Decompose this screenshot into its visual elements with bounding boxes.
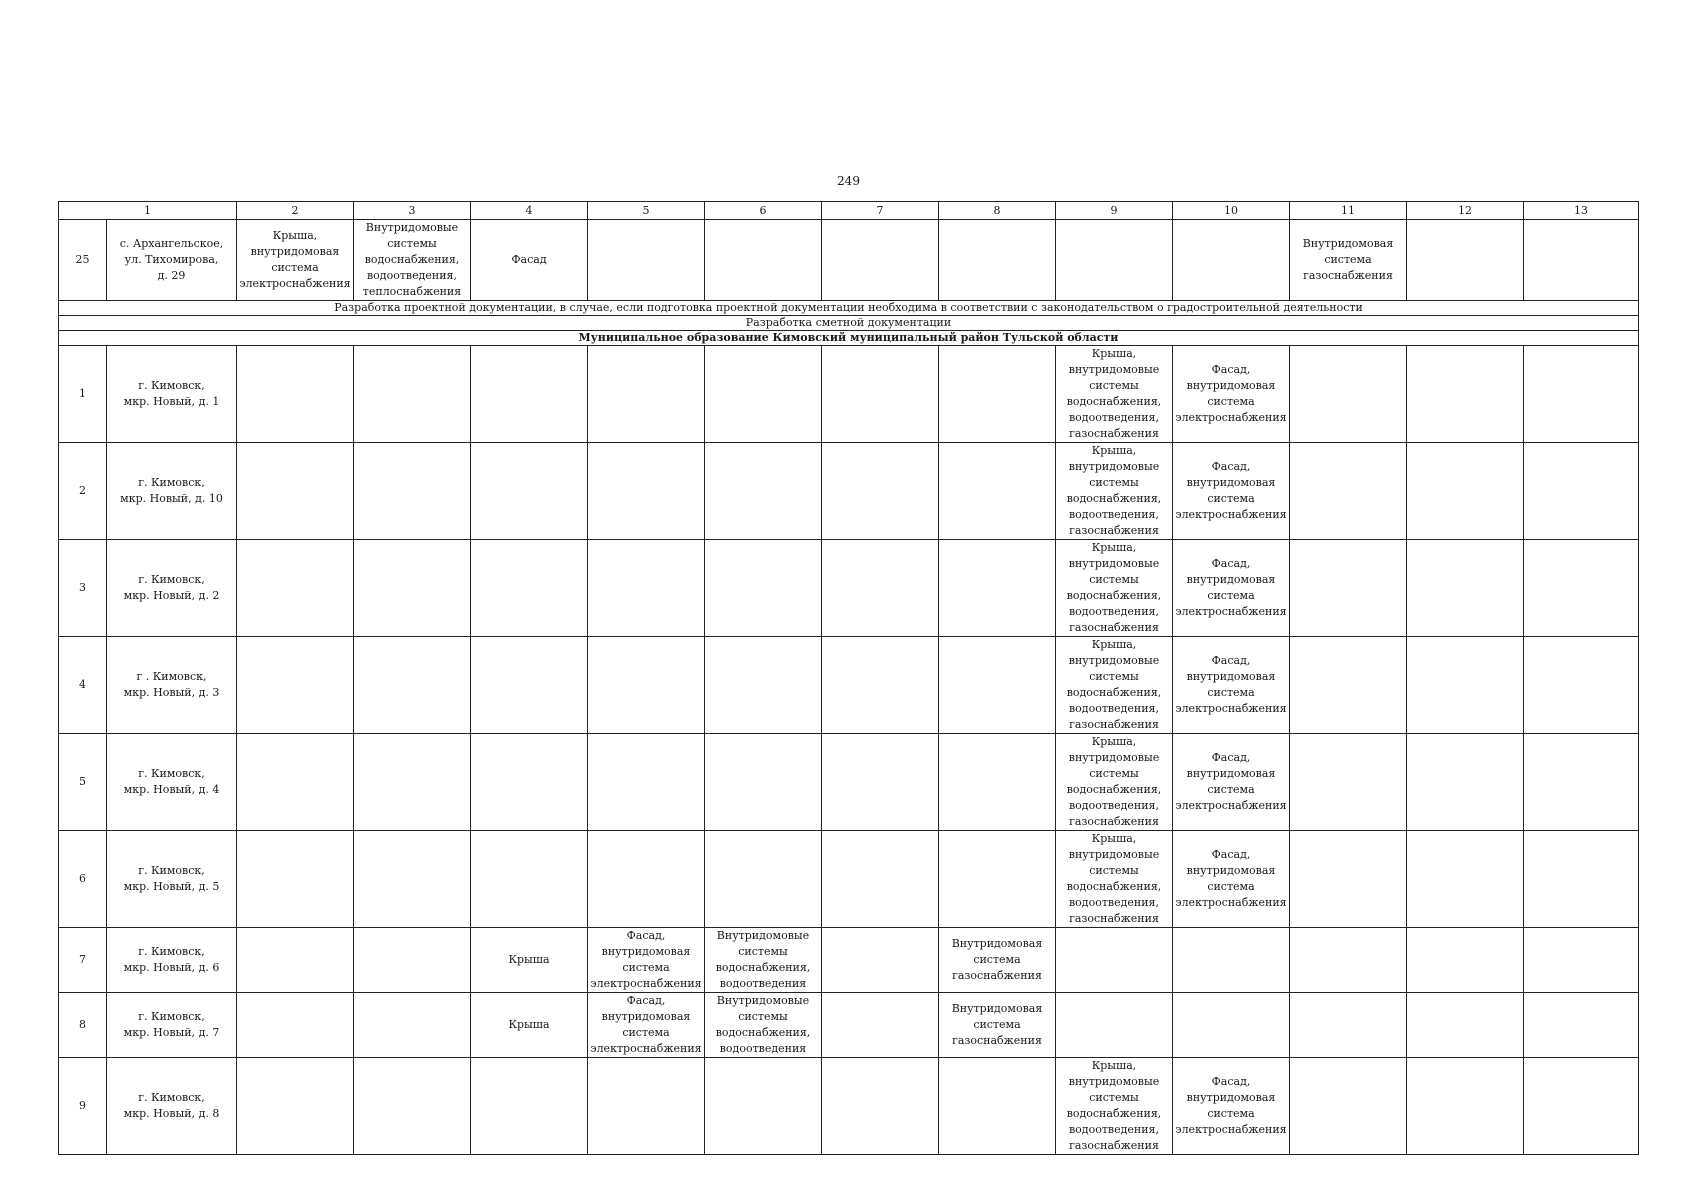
- table-cell: [822, 831, 939, 928]
- row-number: 1: [59, 346, 107, 443]
- table-cell: [1290, 540, 1407, 637]
- table-cell: Крыша, внутридомовые системы водоснабжения, водоотведения, газоснабжения: [1056, 831, 1173, 928]
- table-cell: [588, 831, 705, 928]
- row-address: г. Кимовск, мкр. Новый, д. 5: [107, 831, 237, 928]
- table-cell: [471, 734, 588, 831]
- table-cell: [588, 346, 705, 443]
- table-cell: [354, 831, 471, 928]
- table-row: [59, 220, 1639, 301]
- row-number: 9: [59, 1058, 107, 1155]
- table-cell: [354, 540, 471, 637]
- row-number: 2: [59, 443, 107, 540]
- table-cell: [1524, 993, 1639, 1058]
- table-cell: [354, 928, 471, 993]
- table-cell: [939, 1058, 1056, 1155]
- table-cell: [1407, 346, 1524, 443]
- section-heading-municipality: Муниципальное образование Кимовский муниципальный район Тульской области: [59, 331, 1639, 346]
- table-cell: [822, 346, 939, 443]
- table-cell: [705, 220, 822, 301]
- section-heading-design-docs-row: [59, 301, 1639, 316]
- table-row: [59, 993, 1639, 1058]
- table-cell: Крыша, внутридомовые системы водоснабжения, водоотведения, газоснабжения: [1056, 637, 1173, 734]
- table-cell: Фасад, внутридомовая система электроснабжения: [588, 928, 705, 993]
- table-cell: [822, 637, 939, 734]
- column-header: 7: [822, 202, 939, 220]
- table-cell: [939, 443, 1056, 540]
- table-row: [59, 637, 1639, 734]
- table-cell: [1524, 346, 1639, 443]
- table-cell: [1524, 220, 1639, 301]
- table-cell: [588, 443, 705, 540]
- column-header: 5: [588, 202, 705, 220]
- table-cell: [939, 540, 1056, 637]
- column-header: 13: [1524, 202, 1639, 220]
- table-cell: [237, 928, 354, 993]
- table-cell: [705, 831, 822, 928]
- table-cell: [588, 734, 705, 831]
- table-cell: Крыша, внутридомовые системы водоснабжения, водоотведения, газоснабжения: [1056, 346, 1173, 443]
- table-cell: [939, 346, 1056, 443]
- table-cell: Крыша, внутридомовые системы водоснабжения, водоотведения, газоснабжения: [1056, 540, 1173, 637]
- column-header: 3: [354, 202, 471, 220]
- table-cell: [1290, 993, 1407, 1058]
- table-row: [59, 346, 1639, 443]
- table-cell: [705, 540, 822, 637]
- column-header: 12: [1407, 202, 1524, 220]
- table-cell: [354, 993, 471, 1058]
- table-cell: Внутридомовые системы водоснабжения, водоотведения: [705, 928, 822, 993]
- table-cell: [1524, 734, 1639, 831]
- table-cell: [1407, 220, 1524, 301]
- table-cell: [1524, 540, 1639, 637]
- table-cell: [822, 734, 939, 831]
- table-cell: [237, 1058, 354, 1155]
- table-cell: [1056, 928, 1173, 993]
- table-cell: [1407, 993, 1524, 1058]
- table-cell: Фасад, внутридомовая система электроснабжения: [1173, 637, 1290, 734]
- table-cell: [1056, 220, 1173, 301]
- table-cell: [1290, 346, 1407, 443]
- table-row: [59, 928, 1639, 993]
- table-cell: [1407, 443, 1524, 540]
- table-cell: [237, 443, 354, 540]
- table-cell: [1407, 1058, 1524, 1155]
- table-row: [59, 734, 1639, 831]
- column-header: 8: [939, 202, 1056, 220]
- column-header: 1: [59, 202, 237, 220]
- table-cell: [588, 220, 705, 301]
- table-cell: [471, 637, 588, 734]
- repair-schedule-table: [58, 201, 1639, 1155]
- table-cell: [1407, 928, 1524, 993]
- table-cell: [705, 637, 822, 734]
- table-cell: [354, 346, 471, 443]
- section-heading-estimate-docs-row: [59, 316, 1639, 331]
- table-cell: [1290, 831, 1407, 928]
- table-cell: [1173, 928, 1290, 993]
- table-cell: [237, 993, 354, 1058]
- row-number: 25: [59, 220, 107, 301]
- row-address: с. Архангельское, ул. Тихомирова, д. 29: [107, 220, 237, 301]
- table-cell: [1290, 928, 1407, 993]
- table-cell: [354, 734, 471, 831]
- table-cell: [471, 540, 588, 637]
- table-cell: [1524, 928, 1639, 993]
- table-cell: [1173, 993, 1290, 1058]
- table-cell: Крыша, внутридомовая система электроснабжения: [237, 220, 354, 301]
- row-address: г. Кимовск, мкр. Новый, д. 4: [107, 734, 237, 831]
- table-cell: [822, 928, 939, 993]
- table-cell: Крыша: [471, 928, 588, 993]
- row-number: 3: [59, 540, 107, 637]
- table-cell: Фасад, внутридомовая система электроснабжения: [1173, 540, 1290, 637]
- section-heading-design-docs: Разработка проектной документации, в случае, если подготовка проектной документации необходима в соответствии с законодательством о градостроительной деятельности: [59, 301, 1639, 316]
- table-cell: [588, 1058, 705, 1155]
- table-cell: Фасад, внутридомовая система электроснабжения: [1173, 831, 1290, 928]
- table-cell: [237, 346, 354, 443]
- table-cell: [588, 540, 705, 637]
- table-cell: [939, 831, 1056, 928]
- table-row: [59, 831, 1639, 928]
- table-cell: [705, 443, 822, 540]
- section-heading-estimate-docs: Разработка сметной документации: [59, 316, 1639, 331]
- table-cell: Фасад: [471, 220, 588, 301]
- row-number: 8: [59, 993, 107, 1058]
- table-cell: [822, 540, 939, 637]
- row-number: 6: [59, 831, 107, 928]
- row-number: 7: [59, 928, 107, 993]
- table-cell: Фасад, внутридомовая система электроснабжения: [1173, 443, 1290, 540]
- table-cell: [939, 734, 1056, 831]
- column-header: 9: [1056, 202, 1173, 220]
- row-address: г. Кимовск, мкр. Новый, д. 8: [107, 1058, 237, 1155]
- table-cell: [1524, 443, 1639, 540]
- table-cell: [1290, 443, 1407, 540]
- row-number: 4: [59, 637, 107, 734]
- table-cell: [1407, 831, 1524, 928]
- table-cell: Внутридомовые системы водоснабжения, водоотведения: [705, 993, 822, 1058]
- table-cell: [822, 1058, 939, 1155]
- table-cell: [1290, 734, 1407, 831]
- row-address: г . Кимовск, мкр. Новый, д. 3: [107, 637, 237, 734]
- table-cell: [237, 734, 354, 831]
- table-cell: [1524, 1058, 1639, 1155]
- column-header: 11: [1290, 202, 1407, 220]
- table-cell: [354, 1058, 471, 1155]
- table-cell: [354, 443, 471, 540]
- table-cell: Крыша, внутридомовые системы водоснабжения, водоотведения, газоснабжения: [1056, 443, 1173, 540]
- table-cell: [1407, 540, 1524, 637]
- page-number: 249: [837, 174, 860, 188]
- table-cell: Фасад, внутридомовая система электроснабжения: [1173, 1058, 1290, 1155]
- row-address: г. Кимовск, мкр. Новый, д. 2: [107, 540, 237, 637]
- section-heading-municipality-row: [59, 331, 1639, 346]
- table-cell: Внутридомовая система газоснабжения: [1290, 220, 1407, 301]
- table-cell: [1524, 637, 1639, 734]
- table-cell: Внутридомовая система газоснабжения: [939, 928, 1056, 993]
- row-number: 5: [59, 734, 107, 831]
- table-cell: [237, 831, 354, 928]
- table-cell: [822, 220, 939, 301]
- table-cell: Внутридомовые системы водоснабжения, водоотведения, теплоснабжения: [354, 220, 471, 301]
- table-cell: [1056, 993, 1173, 1058]
- table-cell: Крыша, внутридомовые системы водоснабжения, водоотведения, газоснабжения: [1056, 734, 1173, 831]
- table-cell: [1407, 734, 1524, 831]
- table-cell: [822, 993, 939, 1058]
- table-cell: [237, 637, 354, 734]
- table-cell: [1524, 831, 1639, 928]
- column-header-row: [59, 202, 1639, 220]
- table-row: [59, 1058, 1639, 1155]
- table-cell: [705, 1058, 822, 1155]
- table-cell: [939, 637, 1056, 734]
- column-header: 4: [471, 202, 588, 220]
- column-header: 2: [237, 202, 354, 220]
- table-body: [59, 202, 1639, 1155]
- table-cell: [939, 220, 1056, 301]
- row-address: г. Кимовск, мкр. Новый, д. 10: [107, 443, 237, 540]
- table-cell: [1290, 637, 1407, 734]
- row-address: г. Кимовск, мкр. Новый, д. 1: [107, 346, 237, 443]
- table-cell: [588, 637, 705, 734]
- table-cell: [354, 637, 471, 734]
- table-cell: [471, 831, 588, 928]
- table-cell: [705, 346, 822, 443]
- table-row: [59, 443, 1639, 540]
- table-cell: [1290, 1058, 1407, 1155]
- table-cell: [1173, 220, 1290, 301]
- column-header: 6: [705, 202, 822, 220]
- table-cell: [471, 346, 588, 443]
- table-cell: [471, 443, 588, 540]
- table-row: [59, 540, 1639, 637]
- column-header: 10: [1173, 202, 1290, 220]
- row-address: г. Кимовск, мкр. Новый, д. 7: [107, 993, 237, 1058]
- table-cell: Фасад, внутридомовая система электроснабжения: [1173, 346, 1290, 443]
- row-address: г. Кимовск, мкр. Новый, д. 6: [107, 928, 237, 993]
- table-cell: [705, 734, 822, 831]
- table-cell: [1407, 637, 1524, 734]
- table-cell: Крыша: [471, 993, 588, 1058]
- table-cell: Крыша, внутридомовые системы водоснабжения, водоотведения, газоснабжения: [1056, 1058, 1173, 1155]
- table-cell: Фасад, внутридомовая система электроснабжения: [588, 993, 705, 1058]
- table-cell: Внутридомовая система газоснабжения: [939, 993, 1056, 1058]
- table-cell: [237, 540, 354, 637]
- table-cell: [471, 1058, 588, 1155]
- table-cell: Фасад, внутридомовая система электроснабжения: [1173, 734, 1290, 831]
- table-cell: [822, 443, 939, 540]
